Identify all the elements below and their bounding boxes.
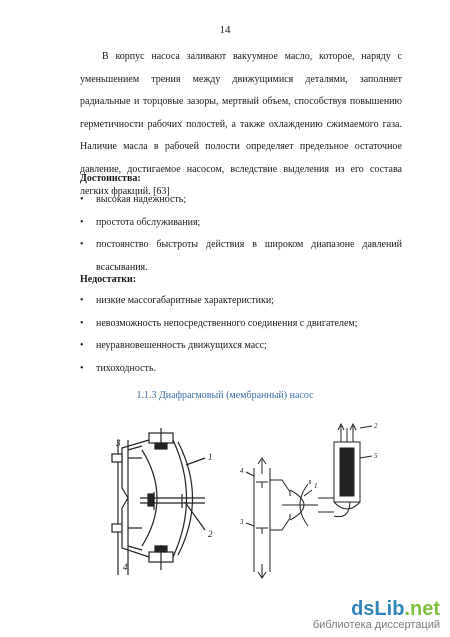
diaphragm-pump-drawing [112,428,205,575]
list-item: • низкие массогабаритные характеристики; [80,290,402,313]
advantages-heading: Достоинства: [80,173,141,184]
figure-label: 3 [116,438,121,448]
advantages-list [80,189,402,279]
figure-label: 1 [208,452,213,462]
figure-label: 4 [123,562,128,572]
figure-label: 2 [208,529,213,539]
figure-label: 4 [240,467,244,475]
page-number: 14 [219,24,231,36]
watermark [313,598,440,631]
list-item: • постоянство быстроты действия в широком диапазоне давлений всасывания. [80,234,402,279]
disadvantages-list [80,290,402,380]
figure-label: 2 [374,422,378,430]
membrane-pump-schematic [246,424,372,578]
list-item: • тихоходность. [80,358,402,381]
watermark-logo [313,598,440,621]
list-item: • неуравновешенность движущихся масс; [80,335,402,358]
pump-figure [0,420,450,585]
disadvantages-heading: Недостатки: [80,274,137,285]
figure-label: 5 [374,452,378,460]
list-item: • высокая надежность; [80,189,402,212]
section-title: 1.1.3 Диафрагмовый (мембранный) насос [136,390,314,401]
watermark-subtitle: библиотека диссертаций [312,619,440,631]
list-item: • невозможность непосредственного соединения с двигателем; [80,313,402,336]
watermark-logo-suffix: .net [404,598,440,620]
body-paragraph: В корпус насоса заливают вакуумное масло, которое, наряду с уменьшением трения между движущимися деталями, заполняет радиальные и торцовые зазоры, мертвый объем, способствуя повышению герметичности рабочих полостей, а также охлаждению сжимаемого газа. Наличие масла в рабочей полости определяет предельное остаточное давление, достигаемое насосом, вследствие выделения из его состава легких фракций. [63] [80,51,402,197]
watermark-logo-main: dsLib [351,598,405,620]
figure-label: 3 [240,518,244,526]
figure-label: 1 [314,482,318,490]
list-item: • простота обслуживания; [80,212,402,235]
